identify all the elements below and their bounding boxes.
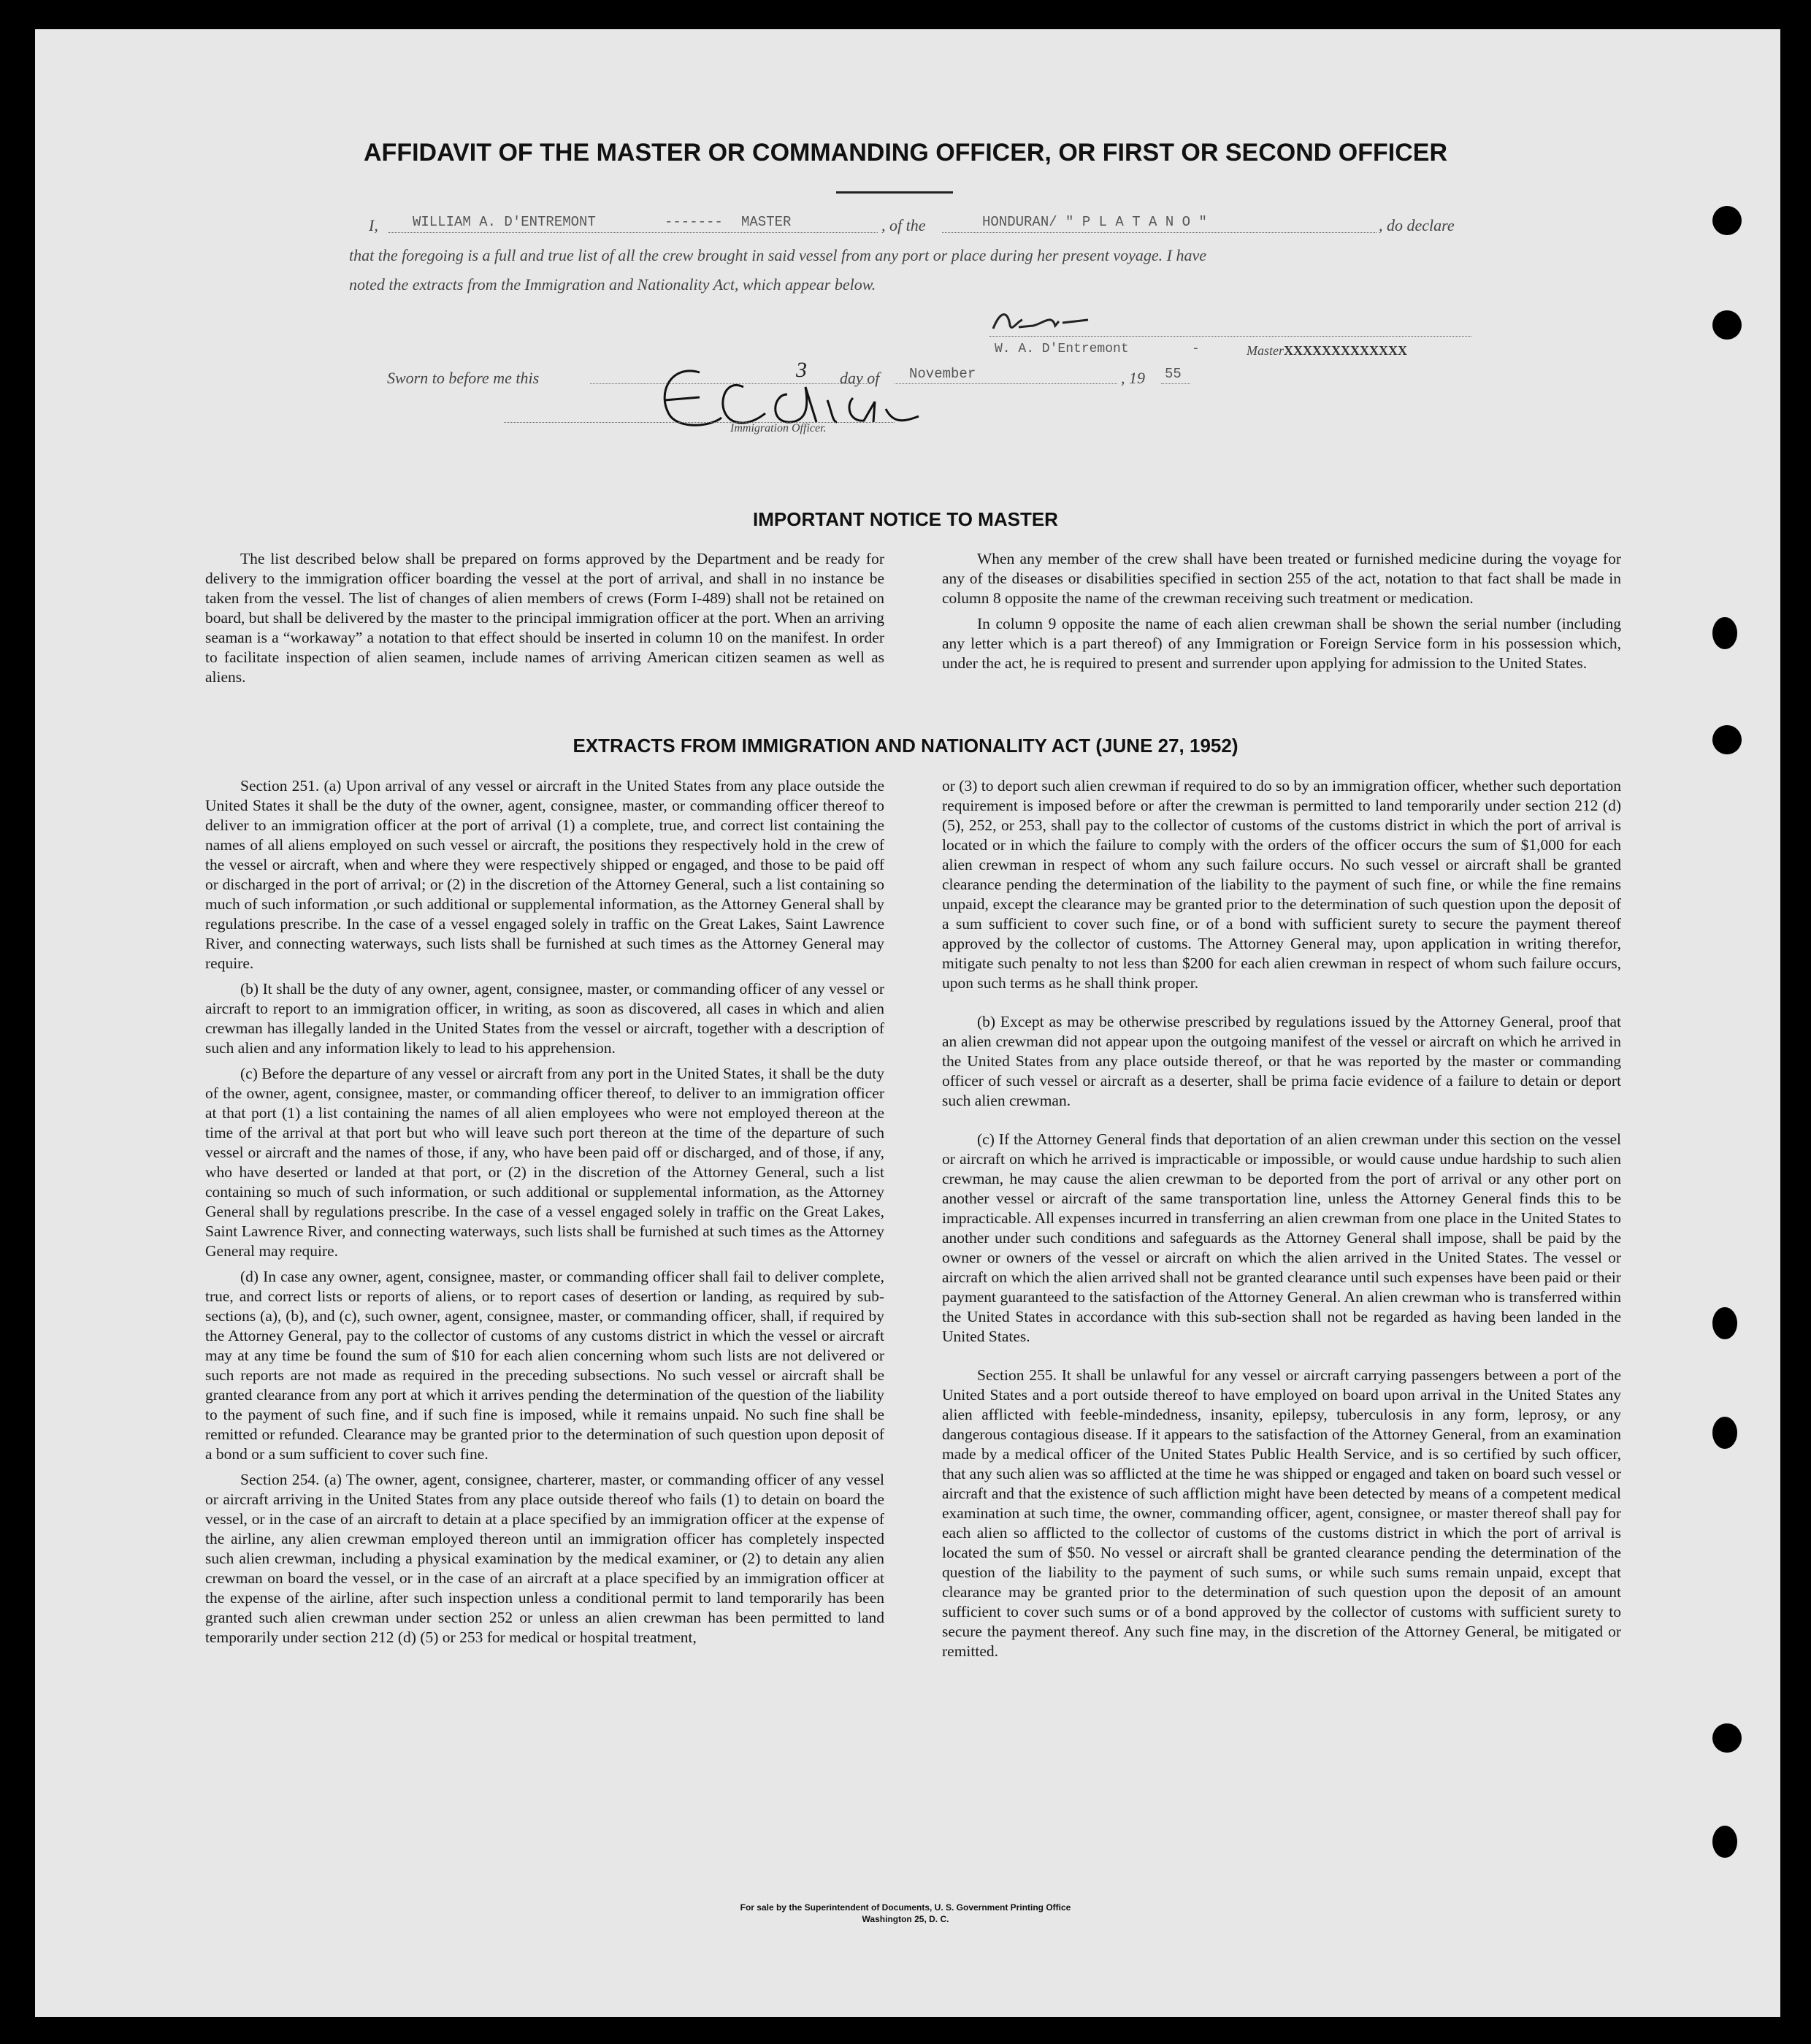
sworn-month: November bbox=[909, 366, 976, 382]
footer-line-1: For sale by the Superintendent of Documents, U. S. Government Printing Office bbox=[740, 1902, 1071, 1913]
day-of-label: day of bbox=[840, 369, 880, 387]
signature-name: W. A. D'Entremont bbox=[995, 342, 1129, 356]
section-254-a-continued: or (3) to deport such alien crewman if required to do so by an immigration officer, whether such deportation requirement is imposed before or after the crewman is permitted to land temporarily under section 212 (d) (5), 252, or 253, shall pay to the collector of customs of the customs district in which the port of arrival is located or in which the failure to comply with the orders of the officer occurs the sum of $1,000 for each alien crewman in respect of whom any such failure occurs. No such vessel or aircraft shall be granted clearance pending the determination of the liability to the payment of such fine, or while the fine remains unpaid, except the clearance may be granted prior to the determination of such question upon the deposit of a sum sufficient to cover such fine, or of a bond with sufficient surety to secure the payment thereof approved by the collector of customs. The Attorney General may, upon application in writing therefor, mitigate such penalty to not less than $200 for each alien crewman in respect of whom such failure occurs, upon such terms as he shall think proper. bbox=[942, 777, 1621, 992]
do-declare-label: , do declare bbox=[1379, 216, 1455, 234]
binder-hole bbox=[1712, 310, 1742, 340]
year-underline bbox=[1161, 383, 1190, 384]
binder-hole bbox=[1712, 1826, 1737, 1858]
notice-left-paragraph: The list described below shall be prepared on forms approved by the Department and be ready for delivery to the immigration officer boarding the vessel at the port of arrival, and shall in no instance be taken from the vessel. The list of changes of alien members of crews (Form I-489) shall not be retained on board, but shall be delivered by the master to the principal immigration officer at the port. When an arriving seaman is a “workaway” a notation to that effect should be inserted in column 10 on the manifest. In order to facilitate inspection of alien seamen, include names of arriving American citizen seamen as well as aliens. bbox=[205, 550, 884, 686]
vessel-name: HONDURAN/ " P L A T A N O " bbox=[982, 214, 1207, 230]
binder-hole bbox=[1712, 1307, 1737, 1339]
binder-hole bbox=[1712, 1417, 1737, 1449]
notice-left-column bbox=[205, 549, 884, 693]
year-suffix: 55 bbox=[1165, 366, 1182, 382]
vessel-underline bbox=[942, 232, 1377, 233]
sworn-label: Sworn to before me this bbox=[387, 369, 540, 387]
footer-line-2: Washington 25, D. C. bbox=[862, 1914, 949, 1924]
declarant-dashes: ------- bbox=[665, 214, 723, 230]
signature-dash: - bbox=[1192, 342, 1200, 356]
declaration-line-1: that the foregoing is a full and true list of all the crew brought in said vessel from any port or place during her present voyage. I have bbox=[349, 246, 1207, 264]
title-divider bbox=[836, 191, 953, 194]
year-prefix: , 19 bbox=[1121, 369, 1145, 387]
notice-right-column bbox=[942, 549, 1621, 679]
binder-hole bbox=[1712, 1723, 1742, 1753]
master-signature-mark bbox=[989, 307, 1099, 336]
notice-right-paragraph-2: In column 9 opposite the name of each alien crewman shall be shown the serial number (including any letter which is a part thereof) of any Immigration or Foreign Service form in his possession which, under the act, he is required to present and surrender upon applying for admission to the United States. bbox=[942, 615, 1621, 672]
extracts-title: EXTRACTS FROM IMMIGRATION AND NATIONALITY ACT (JUNE 27, 1952) bbox=[573, 735, 1238, 757]
extracts-right-column bbox=[942, 776, 1621, 1667]
section-255: Section 255. It shall be unlawful for any vessel or aircraft carrying passengers between a port of the United States and a port outside thereof to have employed on board upon arrival in the United States any alien afflicted with feeble-mindedness, insanity, epilepsy, tuberculosis in any form, leprosy, or any dangerous contagious disease. If it appears to the satisfaction of the Attorney General, from an examination made by a medical officer of the United States Public Health Service, and is so certified by such officer, that any such alien was so afflicted at the time he was shipped or engaged and taken on board such vessel or aircraft and that the existence of such affliction might have been detected by means of a competent medical examination at such time, the owner, commanding officer, agent, consignee, or master thereof shall pay for each alien so afflicted to the collector of customs of the customs district in which the port of arrival is located the sum of $50. No vessel or aircraft shall be granted clearance pending the determination of the question of the liability to the payment of such sums, or while such sums remain unpaid, except that clearance may be granted prior to the determination of such question upon the deposit of an amount sufficient to cover such sums or of a bond approved by the collector of customs with sufficient surety to secure the payment thereof. Any such fine may, in the discretion of the Attorney General, be mitigated or remitted. bbox=[942, 1366, 1621, 1660]
declarant-rank: MASTER bbox=[741, 214, 792, 230]
section-251-c: (c) Before the departure of any vessel or aircraft from any port in the United States, it shall be the duty of the owner, agent, consignee, master, or commanding officer thereof, to deliver to an immigration officer at that port (1) a list containing the names of all alien employees who were not employed thereon at the time of the arrival at that port but who will leave such port thereon at the time of the departure of such vessel or aircraft and the names of those, if any, who have been paid off or discharged, and of those, if any, who have deserted or landed at that port, or (2) in the discretion of the Attorney General, such a list containing so much of such information, or such additional or supplemental information, as the Attorney General shall by regulations prescribe. In the case of a vessel engaged solely in traffic on the Great Lakes, Saint Lawrence River, and connecting waterways, such lists shall be furnished at such times as the Attorney General may require. bbox=[205, 1065, 884, 1260]
of-the-label: , of the bbox=[881, 216, 926, 234]
binder-hole bbox=[1712, 617, 1737, 649]
affidavit-title: AFFIDAVIT OF THE MASTER OR COMMANDING OFFICER, OR FIRST OR SECOND OFFICER bbox=[364, 139, 1447, 166]
extracts-left-column bbox=[205, 776, 884, 1653]
binder-hole bbox=[1712, 206, 1742, 235]
section-251-b: (b) It shall be the duty of any owner, agent, consignee, master, or commanding officer of any vessel or aircraft to report to an immigration officer, in writing, as soon as discovered, all cases in which and alien crewman has illegally landed in the United States from the vessel or aircraft, together with a description of such alien and any information likely to lead to his apprehension. bbox=[205, 980, 884, 1057]
signature-title-label: Master bbox=[1247, 343, 1284, 358]
officer-caption: Immigration Officer. bbox=[730, 422, 827, 435]
declaration-line-2: noted the extracts from the Immigration and Nationality Act, which appear below. bbox=[349, 275, 876, 294]
section-254-c: (c) If the Attorney General finds that deportation of an alien crewman under this section on the vessel or aircraft on which he arrived is impracticable or impossible, or would cause undue hardship to such alien crewman, he may cause the alien crewman to be deported from the port of arrival or any other port on another vessel or aircraft of the same transportation line, unless the Attorney General finds this to be impracticable. All expenses incurred in transferring an alien crewman from one place in the United States to another under such conditions and safeguards as the Attorney General shall impose, shall be paid by the owner or owners of the vessel or aircraft on which the alien arrived in the United States. The vessel or aircraft on which the alien arrived shall not be granted clearance until such expenses have been paid or their payment guaranteed to the satisfaction of the Attorney General. An alien crewman who is transferred within the United States in accordance with this sub-section shall not be regarded as having been landed in the United States. bbox=[942, 1130, 1621, 1345]
signature-title bbox=[1247, 343, 1407, 359]
officer-signature-line bbox=[504, 422, 895, 423]
section-251-d: (d) In case any owner, agent, consignee, master, or commanding officer shall fail to deliver complete, true, and correct lists or reports of aliens, or to report cases of desertion or landing, as required by sub-sections (a), (b), and (c), such owner, agent, consignee, master, or commanding officer, shall, if required by the Attorney General, pay to the collector of customs of any customs district in which the vessel or aircraft may at any time be found the sum of $10 for each alien concerning whom such lists are not delivered or such reports are not made as required in the preceding subsections. No such vessel or aircraft shall be granted clearance from any port at which it arrives pending the determination of the question of the liability to the payment of such fine, and if such fine is imposed, while it remains unpaid. No such fine shall be remitted or refunded. Clearance may be granted prior to the determination of such question upon deposit of a bond or a sum sufficient to cover such fine. bbox=[205, 1268, 884, 1463]
declarant-prefix: I, bbox=[369, 216, 378, 234]
declarant-underline bbox=[388, 232, 878, 233]
signature-underline bbox=[989, 336, 1471, 337]
printing-office-footer bbox=[0, 1902, 1811, 1925]
section-254-a: Section 254. (a) The owner, agent, consignee, charterer, master, or commanding officer of any vessel or aircraft arriving in the United States from any place outside thereof who fails (1) to detain on board the vessel, or in the case of an aircraft to detain at a place specified by an immigration officer at the expense of the airline, any alien crewman employed thereon until an immigration officer has completely inspected such alien crewman, including a physical examination by the medical examiner, or (2) to detain any alien crewman on board the vessel, or in the case of an aircraft at a place specified by an immigration officer at the expense of the airline, after such inspection unless a conditional permit to land temporarily has been granted such alien crewman under section 252 or unless an alien crewman has been permitted to land temporarily under section 212 (d) (5) or 253 for medical or hospital treatment, bbox=[205, 1471, 884, 1646]
notice-right-paragraph-1: When any member of the crew shall have been treated or furnished medicine during the voyage for any of the diseases or disabilities specified in section 255 of the act, notation to that fact shall be made in column 8 opposite the name of the crewman receiving such treatment or medication. bbox=[942, 550, 1621, 607]
section-254-b: (b) Except as may be otherwise prescribed by regulations issued by the Attorney General, proof that an alien crewman did not appear upon the outgoing manifest of the vessel or aircraft on which he arrived in the United States from any place outside thereof, or that he was reported by the master or commanding officer of such vessel or aircraft as a deserter, shall be prima facie evidence of a failure to detain or deport such alien crewman. bbox=[942, 1013, 1621, 1109]
sworn-day: 3 bbox=[796, 358, 807, 382]
declarant-name: WILLIAM A. D'ENTREMONT bbox=[413, 214, 596, 230]
declarant-line bbox=[369, 216, 378, 235]
section-251-a: Section 251. (a) Upon arrival of any vessel or aircraft in the United States from any place outside the United States it shall be the duty of the owner, agent, consignee, master, or commanding officer thereof to deliver to an immigration officer at the port of arrival (1) a complete, true, and correct list containing the names of all aliens employed on such vessel or aircraft, the positions they respectively hold in the crew of the vessel or aircraft, when and where they were respectively shipped or engaged, and those to be paid off or discharged in the port of arrival; or (2) in the discretion of the Attorney General, such a list containing so much of such information ,or such additional or supplemental information, as the Attorney General shall by regulations prescribe. In the case of a vessel engaged solely in traffic on the Great Lakes, Saint Lawrence River, and connecting waterways, such lists shall be furnished at such times as the Attorney General may require. bbox=[205, 777, 884, 972]
notice-title: IMPORTANT NOTICE TO MASTER bbox=[753, 508, 1058, 530]
signature-struck-text: XXXXXXXXXXXXX bbox=[1284, 343, 1407, 358]
